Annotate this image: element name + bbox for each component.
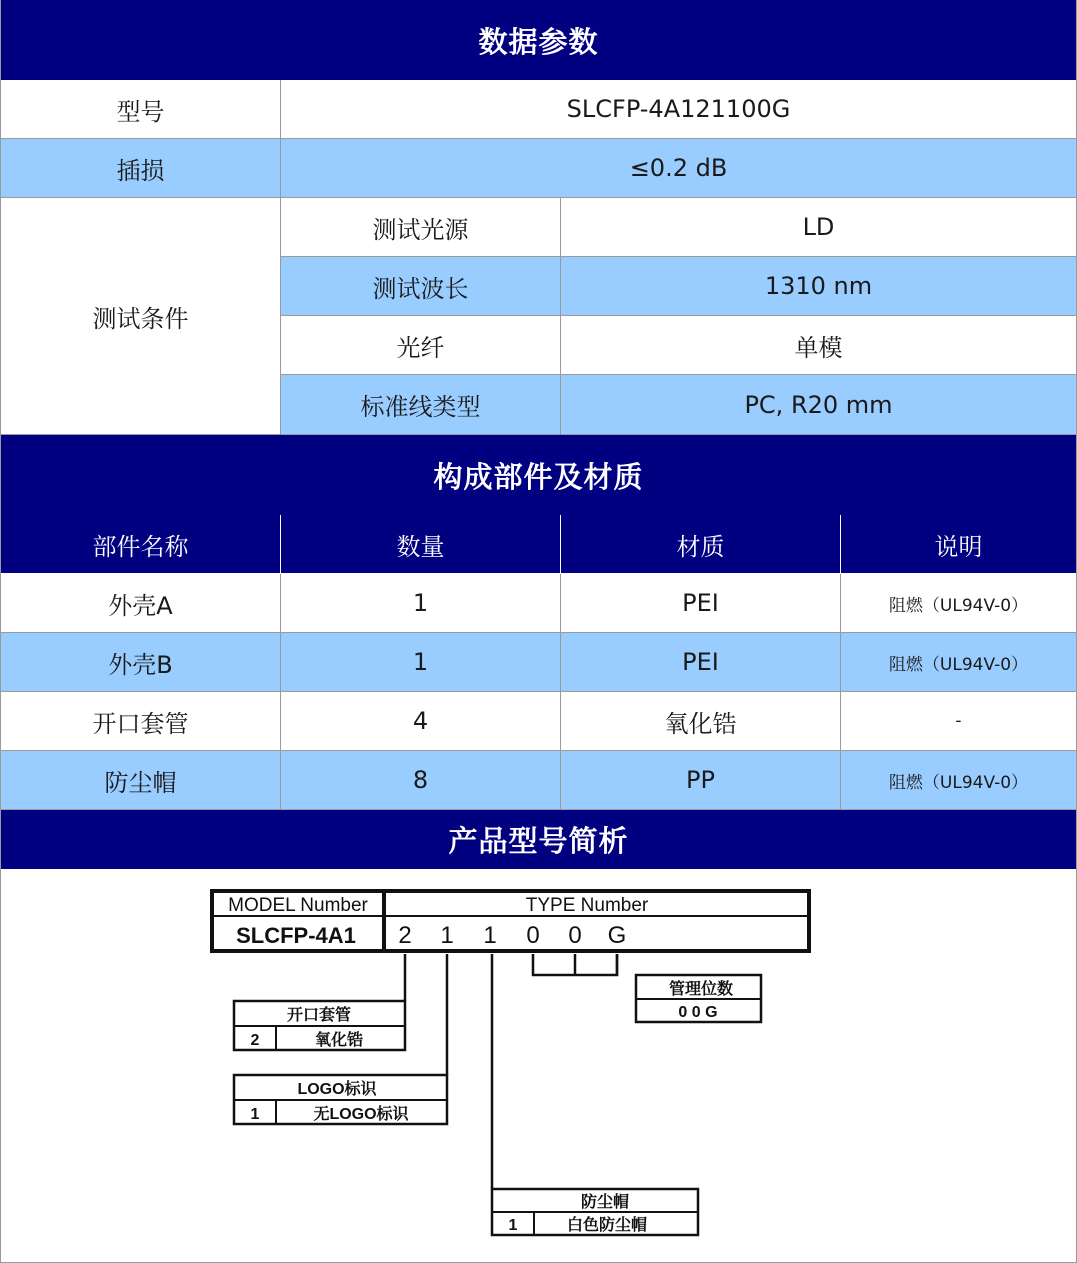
header-quantity: 数量 — [281, 515, 561, 573]
tubes-value: 0 0 G — [678, 1004, 718, 1021]
part-note: - — [955, 711, 962, 731]
model-label: 型号 — [1, 80, 281, 138]
row-model — [1, 80, 1076, 139]
sleeve-code-box — [234, 1001, 405, 1050]
test-conditions — [1, 198, 1076, 435]
header-note: 说明 — [934, 532, 983, 561]
cond-row-fiber — [281, 316, 1076, 375]
type-digit: 1 — [440, 922, 454, 949]
component-row — [1, 751, 1076, 810]
section-title-model-breakdown: 产品型号简析 — [1, 810, 1076, 869]
model-value: SLCFP-4A121100G — [566, 95, 791, 123]
part-material: PEI — [561, 633, 841, 691]
type-digit: G — [607, 922, 627, 949]
cond-value: 1310 nm — [764, 272, 873, 300]
header-part-name: 部件名称 — [1, 515, 281, 573]
type-digit: 0 — [526, 922, 540, 949]
part-name: 外壳A — [1, 574, 281, 632]
tube-count-box — [575, 975, 761, 1022]
section-title-components: 构成部件及材质 — [1, 435, 1076, 515]
part-quantity: 8 — [281, 751, 561, 809]
tubes-title: 管理位数 — [668, 981, 734, 998]
sleeve-desc: 氧化锆 — [314, 1032, 364, 1049]
logo-code: 1 — [250, 1106, 260, 1123]
sleeve-code: 2 — [250, 1032, 260, 1049]
section-title-params: 数据参数 — [1, 0, 1076, 80]
part-name: 外壳B — [1, 633, 281, 691]
component-row — [1, 633, 1076, 692]
cap-title: 防尘帽 — [580, 1194, 630, 1211]
header-material: 材质 — [561, 515, 841, 573]
part-material: 氧化锆 — [561, 692, 841, 750]
loss-label: 插损 — [1, 139, 281, 197]
cond-value: LD — [802, 213, 835, 241]
row-insertion-loss — [1, 139, 1076, 198]
part-note: 阻燃（UL94V-0） — [888, 654, 1029, 675]
component-row — [1, 574, 1076, 633]
component-row — [1, 692, 1076, 751]
logo-title: LOGO标识 — [297, 1081, 377, 1098]
part-quantity: 1 — [281, 633, 561, 691]
components-header-row — [1, 515, 1076, 574]
part-note: 阻燃（UL94V-0） — [888, 595, 1029, 616]
part-material: PP — [561, 751, 841, 809]
part-quantity: 1 — [281, 574, 561, 632]
model-type-box — [212, 891, 809, 951]
logo-desc: 无LOGO标识 — [313, 1106, 409, 1123]
cond-label: 测试波长 — [281, 257, 561, 315]
cond-label: 测试光源 — [281, 198, 561, 256]
part-name: 防尘帽 — [1, 751, 281, 809]
sleeve-title: 开口套管 — [286, 1007, 352, 1024]
dust-cap-code-box — [492, 1189, 698, 1235]
cond-row-wavelength — [281, 257, 1076, 316]
test-conditions-label: 测试条件 — [1, 198, 281, 434]
part-name: 开口套管 — [1, 692, 281, 750]
type-digit: 1 — [483, 922, 497, 949]
cond-value: PC, R20 mm — [744, 390, 893, 419]
type-number-header: TYPE Number — [525, 895, 649, 916]
test-conditions-rows — [281, 198, 1076, 434]
cap-desc: 白色防尘帽 — [566, 1217, 648, 1234]
cap-code: 1 — [508, 1217, 518, 1234]
loss-value: ≤0.2 dB — [629, 154, 728, 182]
cond-value: 单模 — [794, 333, 843, 362]
model-number-value: SLCFP-4A1 — [236, 923, 356, 948]
part-quantity: 4 — [281, 692, 561, 750]
logo-code-box — [234, 1075, 447, 1124]
type-digit: 2 — [398, 922, 412, 949]
part-material: PEI — [561, 574, 841, 632]
model-number-diagram — [1, 869, 1076, 1263]
type-digit: 0 — [568, 922, 582, 949]
cond-label: 标准线类型 — [281, 375, 561, 434]
model-number-header: MODEL Number — [228, 895, 368, 916]
cond-row-cable-type — [281, 375, 1076, 434]
cond-row-source — [281, 198, 1076, 257]
cond-label: 光纤 — [281, 316, 561, 374]
part-note: 阻燃（UL94V-0） — [888, 772, 1029, 793]
connector-lines — [405, 954, 617, 1189]
